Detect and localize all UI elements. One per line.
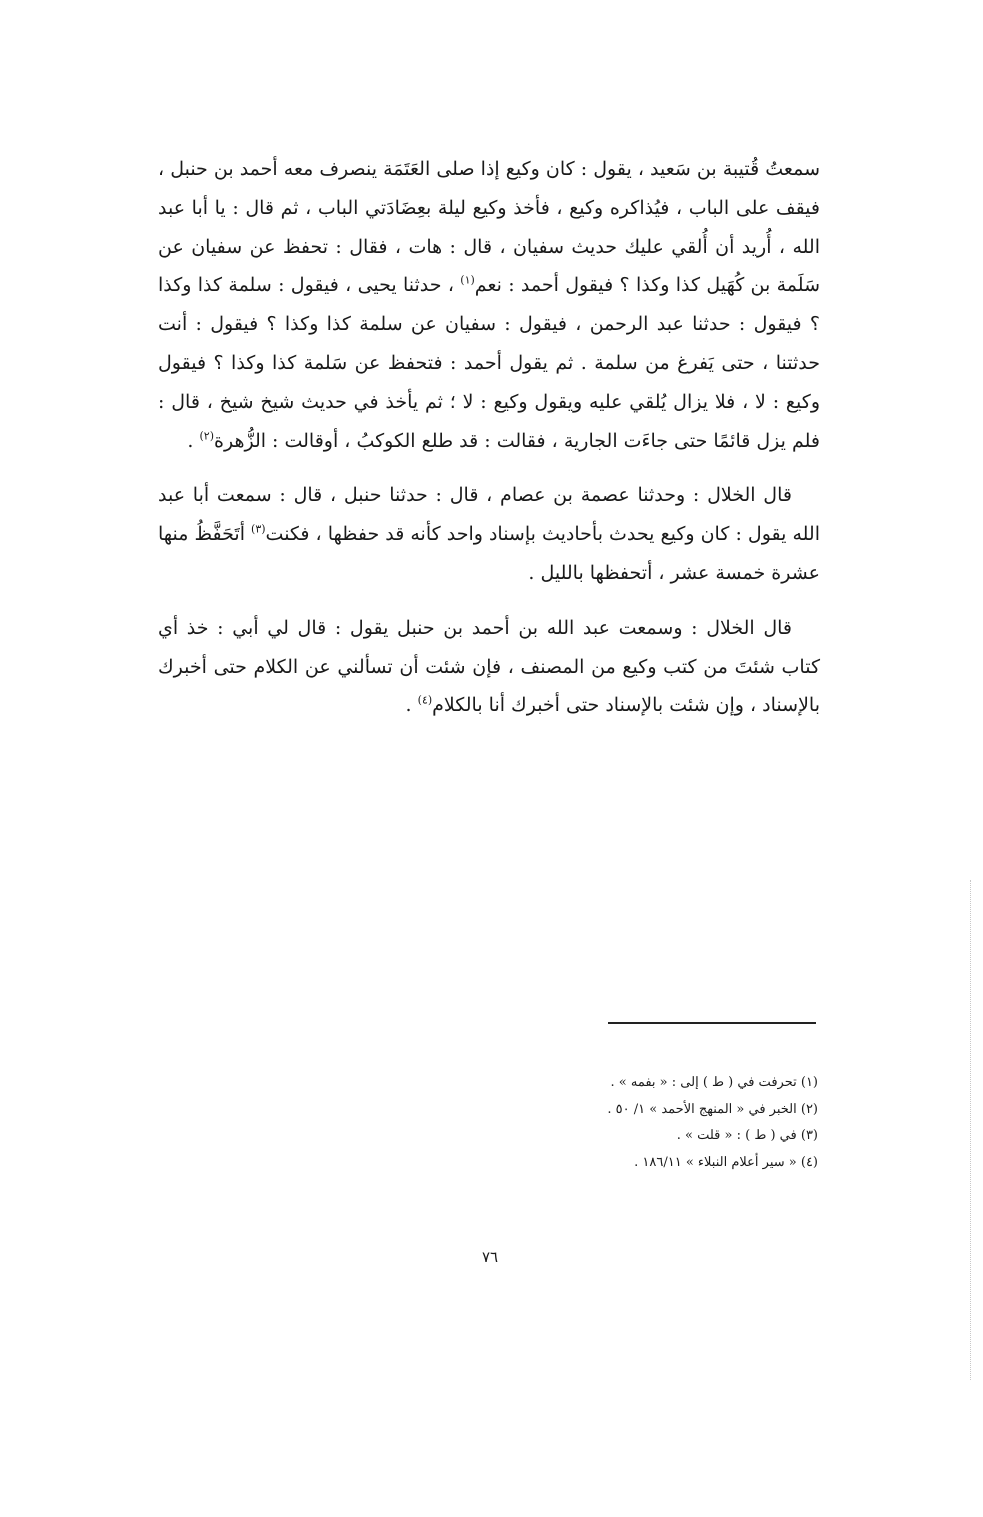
footnotes — [300, 1070, 818, 1176]
paragraph-1-text-b: ، حدثنا يحيى ، فيقول : سلمة كذا وكذا ؟ فيقول : حدثنا عبد الرحمن ، فيقول : سفيان عن سلمة كذا وكذا ؟ فيقول : أنت حدثتنا ، حتى يَفرغ من سلمة . ثم يقول أحمد : فتحفظ عن سَلمة كذا وكذا ؟ فيقول وكيع : لا ، فلا يزال يُلقي عليه ويقول وكيع : لا ؛ ثم يأخذ في حديث شيخ شيخ ، قال : فلم يزل قائمًا حتى جاءَت الجارية ، فقالت : قد طلع الكوكبُ ، أوقالت : الزُّهرة — [158, 274, 820, 452]
paragraph-1-text-a: سمعتُ قُتيبة بن سَعيد ، يقول : كان وكيع إذا صلى العَتَمَة ينصرف معه أحمد بن حنبل ، فيقف على الباب ، فيُذاكره وكيع ، فأخذ وكيع ليلة بعِضَادَتي الباب ، ثم قال : يا أبا عبد الله ، أُريد أن أُلقي عليك حديث سفيان ، قال : هات ، فقال : تحفظ عن سفيان عن سَلَمة بن كُهَيل كذا وكذا ؟ فيقول أحمد : نعم — [158, 158, 820, 297]
footnote-3: (٣) في ( ط ) : « قلت » . — [676, 1128, 818, 1143]
footnote-2: (٢) الخبر في « المنهج الأحمد » ١/ ٥٠ . — [607, 1101, 818, 1117]
paragraph-2 — [158, 476, 820, 592]
paragraph-3-text-b: . — [405, 694, 418, 717]
paragraph-2-text-b: أتَحَفَّظُ منها عشرة خمسة عشر ، أتحفظها بالليل . — [158, 523, 820, 584]
paragraph-2-text-a: قال الخلال : وحدثنا عصمة بن عصام ، قال : حدثنا حنبل ، قال : سمعت أبا عبد الله يقول : كان وكيع يحدث بأحاديث بإسناد واحد كأنه قد حفظها ، فكنت — [158, 484, 820, 546]
footnote-divider — [608, 1022, 816, 1024]
footnote-ref-3: (٣) — [251, 522, 266, 536]
footnote-1: (١) تحرفت في ( ط ) إلى : « بفمه » . — [610, 1075, 818, 1090]
paragraph-3 — [158, 609, 820, 725]
paragraph-1 — [158, 150, 820, 460]
main-text — [158, 150, 820, 741]
footnote-4: (٤) « سير أعلام النبلاء » ١٨٦/١١ . — [634, 1154, 818, 1170]
scan-edge-line — [970, 880, 971, 1380]
page-number: ٧٦ — [481, 1248, 499, 1266]
paragraph-1-text-c: . — [187, 429, 200, 452]
paragraph-3-text-a: قال الخلال : وسمعت عبد الله بن أحمد بن حنبل يقول : قال لي أبي : خذ أي كتاب شئتَ من كتب وكيع من المصنف ، فإن شئت أن تسألني عن الكلام حتى أخبرك بالإسناد ، وإن شئت بالإسناد حتى أخبرك أنا بالكلام — [158, 616, 820, 717]
footnote-ref-2: (٢) — [199, 429, 214, 443]
footnote-ref-1: (١) — [460, 274, 475, 288]
footnote-ref-4: (٤) — [417, 694, 433, 708]
